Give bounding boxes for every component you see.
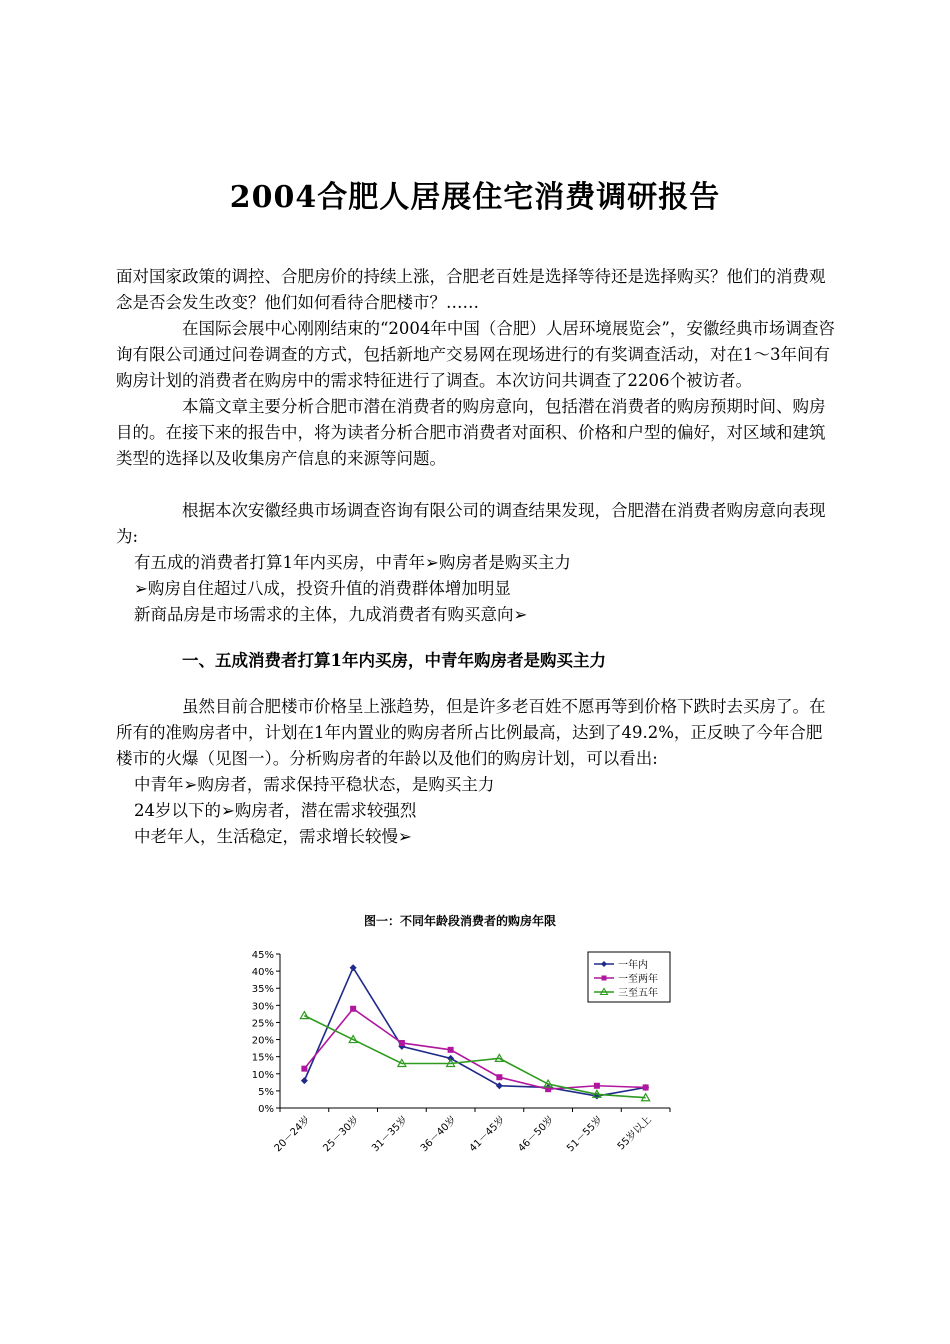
legend-label: 三至五年 bbox=[618, 988, 658, 999]
x-tick-label: 41－45岁 bbox=[467, 1114, 508, 1155]
y-tick-label: 25% bbox=[251, 1018, 274, 1030]
data-point bbox=[448, 1047, 454, 1053]
point-item: 中老年人，生活稳定，需求增长较慢➢ bbox=[134, 827, 412, 846]
data-point bbox=[300, 1012, 308, 1019]
y-tick-label: 20% bbox=[251, 1035, 274, 1047]
y-tick-label: 45% bbox=[251, 950, 274, 961]
section-heading: 一、五成消费者打算1年内买房，中青年购房者是购买主力 bbox=[182, 651, 606, 670]
data-point bbox=[399, 1040, 405, 1046]
chart-svg bbox=[240, 908, 680, 1178]
paragraph-section-body: 虽然目前合肥楼市价格呈上涨趋势，但是许多老百姓不愿再等到价格下跌时去买房了。在所有的准购房者中，计划在1年内置业的购房者所占比例最高，达到了49.2%，正反映了今年合肥楼市的火爆（见图一）。分析购房者的年龄以及他们的购房计划，可以看出: bbox=[116, 697, 826, 768]
document-title: 2004合肥人居展住宅消费调研报告 bbox=[229, 180, 721, 215]
line-chart bbox=[240, 908, 680, 1178]
legend-label: 一年内 bbox=[618, 960, 648, 971]
paragraph-scope: 本篇文章主要分析合肥市潜在消费者的购房意向，包括潜在消费者的购房预期时间、购房目的。在接下来的报告中，将为读者分析合肥市消费者对面积、价格和户型的偏好，对区域和建筑类型的选择以及收集房产信息的来源等问题。 bbox=[116, 397, 826, 468]
chart-title: 图一：不同年龄段消费者的购房年限 bbox=[363, 914, 556, 928]
document-body bbox=[116, 264, 836, 850]
data-point bbox=[496, 1074, 502, 1080]
y-tick-label: 30% bbox=[251, 1001, 274, 1013]
paragraph-survey: 在国际会展中心刚刚结束的“2004年中国（合肥）人居环境展览会”，安徽经典市场调查咨询有限公司通过问卷调查的方式，包括新地产交易网在现场进行的有奖调查活动，对在1～3年间有购房计划的消费者在购房中的需求特征进行了调查。本次访问共调查了2206个被访者。 bbox=[116, 319, 835, 390]
y-tick-label: 5% bbox=[258, 1086, 274, 1098]
finding-item: 有五成的消费者打算1年内买房，中青年➢购房者是购买主力 bbox=[134, 553, 571, 572]
series-line bbox=[304, 1009, 645, 1089]
legend-label: 一至两年 bbox=[618, 974, 658, 985]
x-tick-label: 46－50岁 bbox=[516, 1114, 557, 1155]
y-tick-label: 15% bbox=[251, 1052, 274, 1064]
point-item: 24岁以下的➢购房者，潜在需求较强烈 bbox=[134, 801, 417, 820]
point-item: 中青年➢购房者，需求保持平稳状态，是购买主力 bbox=[134, 775, 495, 794]
paragraph-findings-intro: 根据本次安徽经典市场调查咨询有限公司的调查结果发现，合肥潜在消费者购房意向表现为: bbox=[116, 501, 826, 546]
x-tick-label: 51－55岁 bbox=[565, 1114, 605, 1155]
y-tick-label: 35% bbox=[251, 984, 274, 996]
data-point bbox=[643, 1084, 649, 1090]
data-point bbox=[350, 1006, 356, 1012]
legend-marker bbox=[602, 976, 607, 981]
y-tick-label: 10% bbox=[251, 1069, 274, 1081]
y-tick-label: 40% bbox=[251, 967, 274, 979]
y-tick-label: 0% bbox=[258, 1104, 274, 1115]
x-tick-label: 25－30岁 bbox=[321, 1114, 362, 1155]
finding-item: ➢购房自住超过八成，投资升值的消费群体增加明显 bbox=[134, 579, 511, 598]
x-tick-label: 55岁以上 bbox=[615, 1114, 654, 1153]
data-point bbox=[301, 1066, 307, 1072]
data-point bbox=[594, 1083, 600, 1089]
x-tick-label: 20－24岁 bbox=[272, 1114, 313, 1155]
x-tick-label: 36－40岁 bbox=[418, 1114, 459, 1155]
x-tick-label: 31－35岁 bbox=[370, 1114, 410, 1155]
data-point bbox=[301, 1077, 308, 1084]
finding-item: 新商品房是市场需求的主体，九成消费者有购买意向➢ bbox=[134, 605, 528, 624]
paragraph-intro: 面对国家政策的调控、合肥房价的持续上涨，合肥老百姓是选择等待还是选择购买？他们的消费观念是否会发生改变？他们如何看待合肥楼市？…… bbox=[116, 267, 826, 312]
data-point bbox=[496, 1082, 503, 1089]
